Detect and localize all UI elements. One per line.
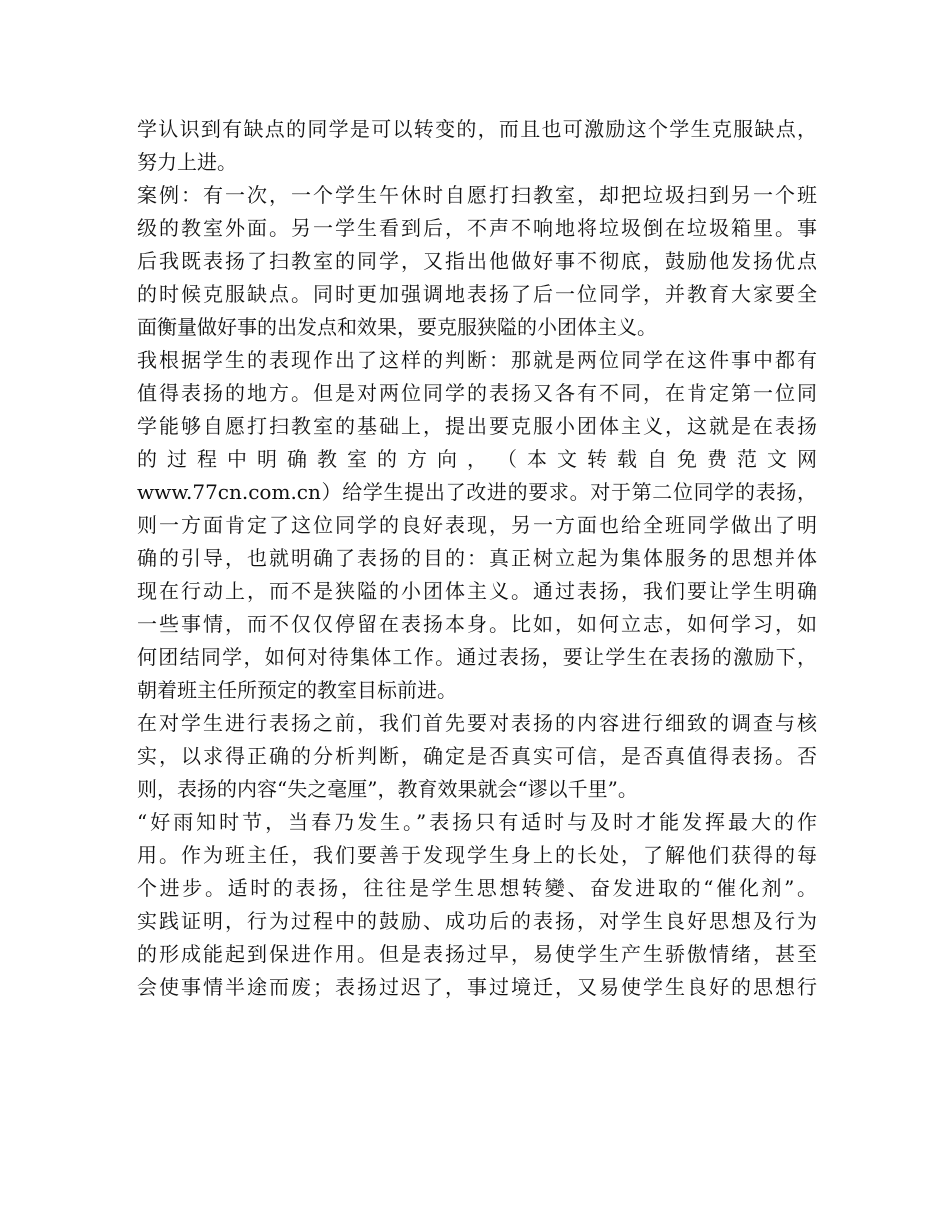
text-line: 级的教室外面。另一学生看到后，不声不响地将垃圾倒在垃圾箱里。事 xyxy=(137,216,817,240)
text-line: 现在行动上，而不是狭隘的小团体主义。通过表扬，我们要让学生明确 xyxy=(137,579,817,603)
body-text xyxy=(137,113,817,1004)
text-line: 在对学生进行表扬之前，我们首先要对表扬的内容进行细致的调查与核 xyxy=(137,711,817,735)
text-line: 的 过 程 中 明 确 教 室 的 方 向 ， （ 本 文 转 载 自 免 费 范 文 网 xyxy=(137,447,817,471)
text-line: 会使事情半途而废；表扬过迟了，事过境迁，又易使学生良好的思想行 xyxy=(137,975,817,999)
text-line: 学能够自愿打扫教室的基础上，提出要克服小团体主义，这就是在表扬 xyxy=(137,414,817,438)
text-line: 面衡量做好事的出发点和效果，要克服狭隘的小团体主义。 xyxy=(137,315,657,339)
text-line: “好雨知时节，当春乃发生。”表扬只有适时与及时才能发挥最大的作 xyxy=(137,810,817,834)
text-line: 的时候克服缺点。同时更加强调地表扬了后一位同学，并教育大家要全 xyxy=(137,282,817,306)
text-line: 实，以求得正确的分析判断，确定是否真实可信，是否真值得表扬。否 xyxy=(137,744,817,768)
text-line: 努力上进。 xyxy=(137,150,237,174)
text-line: 用。作为班主任，我们要善于发现学生身上的长处，了解他们获得的每 xyxy=(137,843,817,867)
text-line: 我根据学生的表现作出了这样的判断：那就是两位同学在这件事中都有 xyxy=(137,348,817,372)
text-line: 值得表扬的地方。但是对两位同学的表扬又各有不同，在肯定第一位同 xyxy=(137,381,817,405)
text-line: 何团结同学，如何对待集体工作。通过表扬，要让学生在表扬的激励下， xyxy=(137,645,817,669)
text-line: 确的引导，也就明确了表扬的目的：真正树立起为集体服务的思想并体 xyxy=(137,546,817,570)
text-line: www.77cn.com.cn）给学生提出了改进的要求。对于第二位同学的表扬， xyxy=(137,480,817,504)
text-line: 则，表扬的内容“失之毫厘”，教育效果就会“谬以千里”。 xyxy=(137,777,638,801)
text-line: 一些事情，而不仅仅停留在表扬本身。比如，如何立志，如何学习，如 xyxy=(137,612,817,636)
text-line: 实践证明，行为过程中的鼓励、成功后的表扬，对学生良好思想及行为 xyxy=(137,909,817,933)
text-line: 个进步。适时的表扬，往往是学生思想转變、奋发进取的“催化剂”。 xyxy=(137,876,817,900)
text-line: 朝着班主任所预定的教室目标前进。 xyxy=(137,678,457,702)
text-line: 学认识到有缺点的同学是可以转变的，而且也可激励这个学生克服缺点， xyxy=(137,117,817,141)
text-line: 案例：有一次，一个学生午休时自愿打扫教室，却把垃圾扫到另一个班 xyxy=(137,183,817,207)
text-line: 的形成能起到保进作用。但是表扬过早，易使学生产生骄傲情绪，甚至 xyxy=(137,942,817,966)
text-line: 后我既表扬了扫教室的同学，又指出他做好事不彻底，鼓励他发扬优点 xyxy=(137,249,817,273)
text-line: 则一方面肯定了这位同学的良好表现，另一方面也给全班同学做出了明 xyxy=(137,513,817,537)
